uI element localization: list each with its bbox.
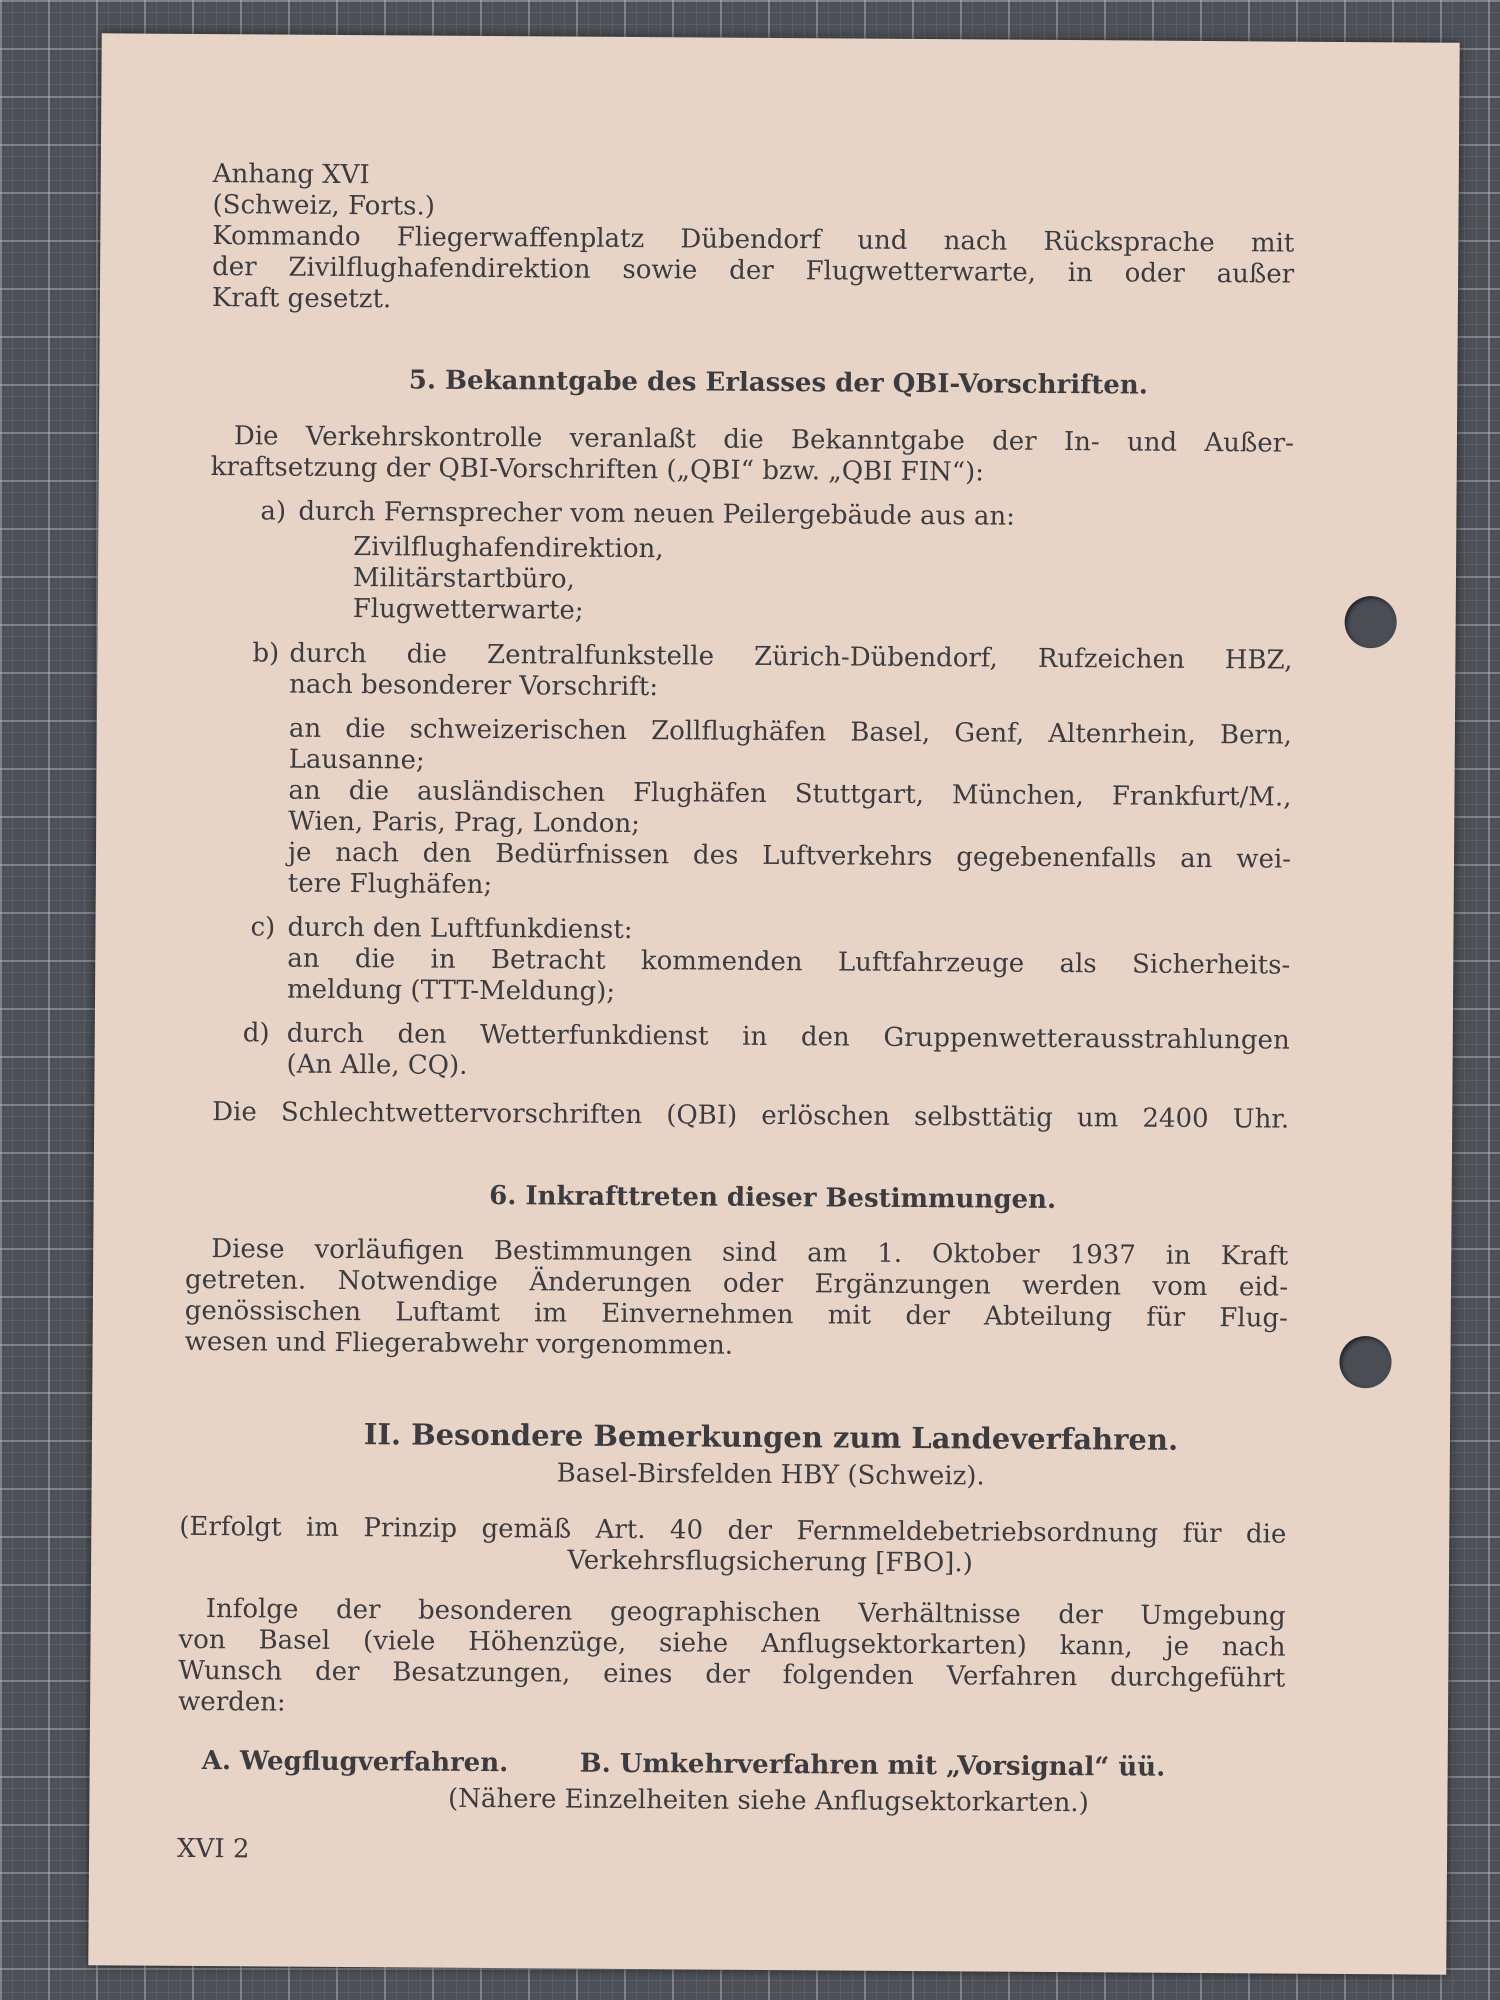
item-a-text: durch Fernsprecher vom neuen Peilergebäude aus an:: [298, 496, 1016, 532]
section-5-intro: Die Verkehrskontrolle veranlaßt die Bekanntgabe der In- und Außer-: [233, 421, 1295, 459]
item-c-label: c): [250, 912, 276, 943]
item-b-label: b): [252, 638, 280, 669]
section-ii-text: Infolge der besonderen geographischen Verhältnisse der Umgebung: [205, 1594, 1286, 1632]
procedure-b: B. Umkehrverfahren mit „Vorsignal“ üü.: [579, 1748, 1166, 1783]
punch-hole: [1339, 1336, 1391, 1388]
item-d-text: (An Alle, CQ).: [286, 1049, 468, 1081]
section-6-text: genössischen Luftamt im Einvernehmen mit der Abteilung für Flug-: [184, 1295, 1288, 1334]
section-5-closing: Die Schlechtwettervorschriften (QBI) erlöschen selbsttätig um 2400 Uhr.: [212, 1097, 1290, 1135]
item-b-text: durch die Zentralfunkstelle Zürich-Dübendorf, Rufzeichen HBZ,: [289, 638, 1293, 676]
item-c-text: an die in Betracht kommenden Luftfahrzeuge als Sicherheits-: [287, 943, 1291, 981]
section-6-heading: 6. Inkrafttreten dieser Bestimmungen.: [489, 1181, 1057, 1215]
intro-line: der Zivilflughafendirektion sowie der Flugwetterwarte, in oder außer: [212, 252, 1295, 290]
item-b-sub: Wien, Paris, Prag, London;: [288, 806, 641, 840]
item-b-sub: Lausanne;: [288, 744, 425, 776]
procedure-details: (Nähere Einzelheiten siehe Anflugsektorkarten.): [447, 1783, 1089, 1819]
item-b-text: nach besonderer Vorschrift:: [289, 669, 659, 703]
recipient: Flugwetterwarte;: [352, 594, 584, 626]
section-6-text: getreten. Notwendige Änderungen oder Ergänzungen werden vom eid-: [184, 1264, 1289, 1303]
section-ii-note: (Erfolgt im Prinzip gemäß Art. 40 der Fernmeldebetriebsordnung für die: [179, 1511, 1287, 1550]
item-b-sub: an die schweizerischen Zollflughäfen Basel, Genf, Altenrhein, Bern,: [288, 713, 1292, 751]
section-ii-subheading: Basel-Birsfelden HBY (Schweiz).: [556, 1458, 985, 1492]
intro-line: Kraft gesetzt.: [211, 283, 392, 315]
section-6-text: Diese vorläufigen Bestimmungen sind am 1. Oktober 1937 in Kraft: [211, 1234, 1289, 1272]
procedure-a: A. Wegflugverfahren.: [201, 1746, 509, 1779]
section-ii-text: von Basel (viele Höhenzüge, siehe Anflugsektorkarten) kann, je nach: [178, 1624, 1286, 1663]
section-6-text: wesen und Fliegerabwehr vorgenommen.: [184, 1326, 734, 1361]
item-c-text: meldung (TTT-Meldung);: [286, 974, 616, 1007]
intro-line: Kommando Fliegerwaffenplatz Dübendorf und nach Rücksprache mit: [212, 221, 1295, 259]
section-ii-text: Wunsch der Besatzungen, eines der folgenden Verfahren durchgeführt: [178, 1655, 1286, 1694]
page-number: XVI 2: [176, 1833, 250, 1865]
annex-label: Anhang XVI: [212, 159, 370, 191]
recipient: Zivilflughafendirektion,: [353, 532, 664, 565]
section-5-heading: 5. Bekanntgabe des Erlasses der QBI-Vorschriften.: [408, 365, 1148, 401]
item-b-sub: je nach den Bedürfnissen des Luftverkehrs gegebenenfalls an wei-: [287, 837, 1292, 875]
punch-hole: [1344, 596, 1396, 648]
section-5-intro: kraftsetzung der QBI-Vorschriften („QBI“ bzw. „QBI FIN“):: [210, 452, 985, 488]
item-c-text: durch den Luftfunkdienst:: [287, 912, 633, 946]
item-b-sub: an die ausländischen Flughäfen Stuttgart, München, Frankfurt/M.,: [288, 775, 1292, 813]
item-d-label: d): [242, 1018, 270, 1049]
item-b-sub: tere Flughäfen;: [287, 868, 493, 901]
document-page: [88, 33, 1459, 1974]
item-a-label: a): [260, 496, 287, 527]
recipient: Militärstartbüro,: [352, 563, 575, 595]
section-ii-text: werden:: [178, 1686, 286, 1718]
section-ii-heading: II. Besondere Bemerkungen zum Landeverfahren.: [363, 1417, 1179, 1457]
section-ii-note: Verkehrsflugsicherung [FBO].): [567, 1545, 973, 1579]
item-d-text: durch den Wetterfunkdienst in den Gruppenwetterausstrahlungen: [286, 1018, 1290, 1056]
country-label: (Schweiz, Forts.): [212, 190, 436, 222]
